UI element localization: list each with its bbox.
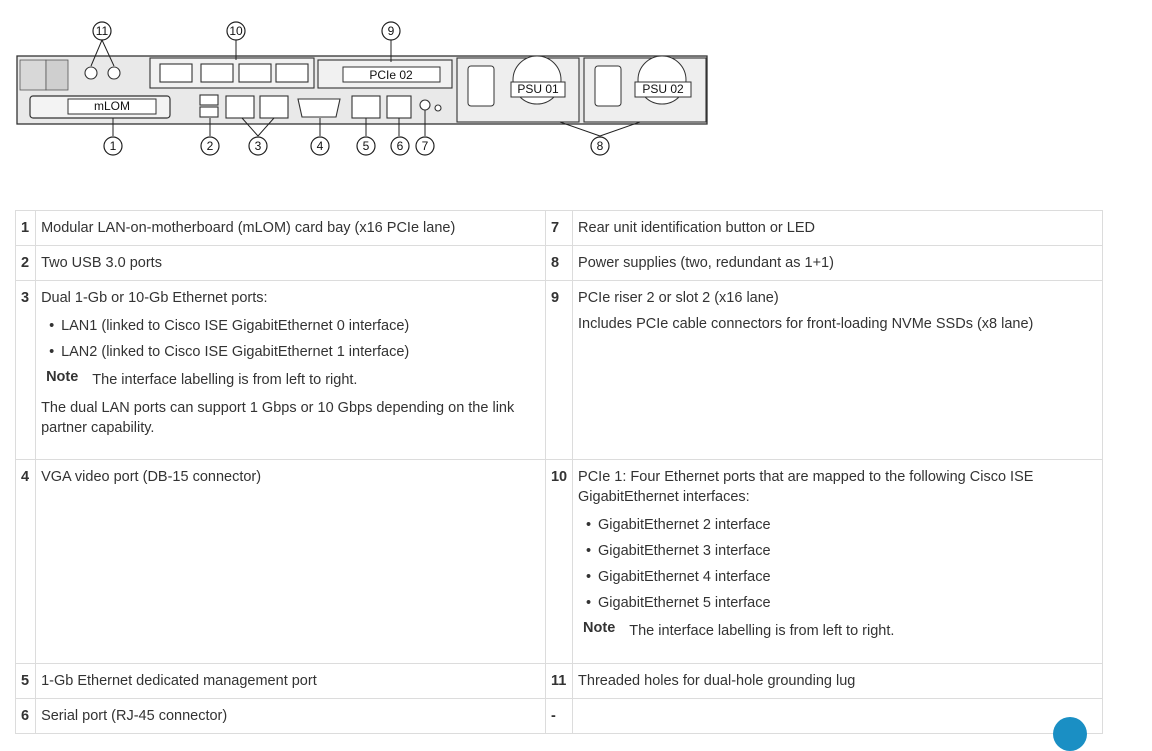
usb-port-2 bbox=[200, 107, 218, 117]
svg-text:7: 7 bbox=[421, 139, 429, 153]
callout-8 bbox=[591, 137, 609, 155]
callout-7 bbox=[416, 137, 434, 155]
bullet-list bbox=[41, 316, 540, 362]
pcie1-port-1 bbox=[160, 64, 192, 82]
item-description bbox=[573, 460, 1103, 664]
rear-panel-diagram bbox=[0, 0, 760, 170]
serial-port bbox=[387, 96, 411, 118]
list-item: • LAN2 (linked to Cisco ISE GigabitEthernet 1 interface) bbox=[61, 342, 540, 362]
item-number: 8 bbox=[545, 246, 572, 281]
item-number: 10 bbox=[545, 460, 572, 664]
item-description: Serial port (RJ-45 connector) bbox=[36, 699, 546, 734]
note-label: Note bbox=[583, 620, 616, 636]
grounding-hole-left bbox=[85, 67, 97, 79]
note-label: Note bbox=[46, 369, 79, 385]
svg-text:3: 3 bbox=[254, 139, 262, 153]
svg-text:5: 5 bbox=[362, 139, 370, 153]
item-description: Power supplies (two, redundant as 1+1) bbox=[573, 246, 1103, 281]
callout-2 bbox=[201, 137, 219, 155]
item-number: 6 bbox=[16, 699, 36, 734]
item-number: 9 bbox=[545, 281, 572, 460]
item-description: VGA video port (DB-15 connector) bbox=[36, 460, 546, 664]
item-description bbox=[573, 281, 1103, 460]
table-row bbox=[16, 246, 1103, 281]
vga-port bbox=[298, 99, 340, 117]
pcie1-port-3 bbox=[239, 64, 271, 82]
svg-text:4: 4 bbox=[316, 139, 324, 153]
item-number: 4 bbox=[16, 460, 36, 664]
item-number: - bbox=[545, 699, 572, 734]
svg-text:6: 6 bbox=[396, 139, 404, 153]
note-text: The interface labelling is from left to right. bbox=[92, 372, 358, 388]
legend-table bbox=[15, 210, 1103, 734]
note bbox=[583, 621, 1097, 641]
item-description: Rear unit identification button or LED bbox=[573, 211, 1103, 246]
svg-text:9: 9 bbox=[387, 24, 395, 38]
callout-1 bbox=[104, 137, 122, 155]
mgmt-port bbox=[352, 96, 380, 118]
callout-4 bbox=[311, 137, 329, 155]
id-led bbox=[435, 105, 441, 111]
psu-2 bbox=[584, 56, 706, 122]
pcie1-port-2 bbox=[201, 64, 233, 82]
note-text: The interface labelling is from left to right. bbox=[629, 623, 895, 639]
item-number: 1 bbox=[16, 211, 36, 246]
item-description bbox=[573, 699, 1103, 734]
callout-10 bbox=[227, 22, 245, 40]
table-row bbox=[16, 460, 1103, 664]
svg-text:8: 8 bbox=[596, 139, 604, 153]
list-item: • GigabitEthernet 5 interface bbox=[598, 593, 1097, 613]
mlom-label: mLOM bbox=[94, 99, 130, 113]
psu-1 bbox=[457, 56, 579, 122]
pcie1-port-4 bbox=[276, 64, 308, 82]
item-description bbox=[36, 281, 546, 460]
item-description: Two USB 3.0 ports bbox=[36, 246, 546, 281]
svg-text:1: 1 bbox=[109, 139, 117, 153]
item-description: 1-Gb Ethernet dedicated management port bbox=[36, 664, 546, 699]
callout-5 bbox=[357, 137, 375, 155]
grounding-hole-right bbox=[108, 67, 120, 79]
item-number: 3 bbox=[16, 281, 36, 460]
lan1-port bbox=[226, 96, 254, 118]
vent-grid bbox=[20, 60, 68, 90]
help-badge[interactable] bbox=[1053, 717, 1087, 751]
item-text: PCIe 1: Four Ethernet ports that are mapped to the following Cisco ISE GigabitEthernet interfaces: bbox=[578, 469, 1034, 505]
callout-11 bbox=[93, 22, 111, 40]
item-text: Dual 1-Gb or 10-Gb Ethernet ports: bbox=[41, 290, 268, 306]
id-button bbox=[420, 100, 430, 110]
item-number: 11 bbox=[545, 664, 572, 699]
table-row bbox=[16, 211, 1103, 246]
table-row bbox=[16, 699, 1103, 734]
table-row bbox=[16, 664, 1103, 699]
item-number: 7 bbox=[545, 211, 572, 246]
item-text: Includes PCIe cable connectors for front-loading NVMe SSDs (x8 lane) bbox=[578, 316, 1034, 332]
item-number: 5 bbox=[16, 664, 36, 699]
item-description: Threaded holes for dual-hole grounding lug bbox=[573, 664, 1103, 699]
callout-6 bbox=[391, 137, 409, 155]
callout-3 bbox=[249, 137, 267, 155]
usb-port-1 bbox=[200, 95, 218, 105]
note bbox=[46, 370, 540, 390]
callout-9 bbox=[382, 22, 400, 40]
psu2-label: PSU 02 bbox=[642, 82, 684, 96]
svg-text:10: 10 bbox=[229, 24, 243, 38]
list-item: • GigabitEthernet 3 interface bbox=[598, 541, 1097, 561]
item-number: 2 bbox=[16, 246, 36, 281]
list-item: • GigabitEthernet 2 interface bbox=[598, 515, 1097, 535]
lan2-port bbox=[260, 96, 288, 118]
list-item: • LAN1 (linked to Cisco ISE GigabitEthernet 0 interface) bbox=[61, 316, 540, 336]
item-description: Modular LAN-on-motherboard (mLOM) card bay (x16 PCIe lane) bbox=[36, 211, 546, 246]
bullet-list bbox=[578, 515, 1097, 613]
item-text: The dual LAN ports can support 1 Gbps or 10 Gbps depending on the link partner capability. bbox=[41, 400, 515, 436]
svg-text:11: 11 bbox=[95, 24, 109, 38]
svg-text:2: 2 bbox=[206, 139, 214, 153]
list-item: • GigabitEthernet 4 interface bbox=[598, 567, 1097, 587]
table-row bbox=[16, 281, 1103, 460]
item-text: PCIe riser 2 or slot 2 (x16 lane) bbox=[578, 290, 779, 306]
pcie2-label: PCIe 02 bbox=[369, 68, 413, 82]
psu1-label: PSU 01 bbox=[517, 82, 559, 96]
